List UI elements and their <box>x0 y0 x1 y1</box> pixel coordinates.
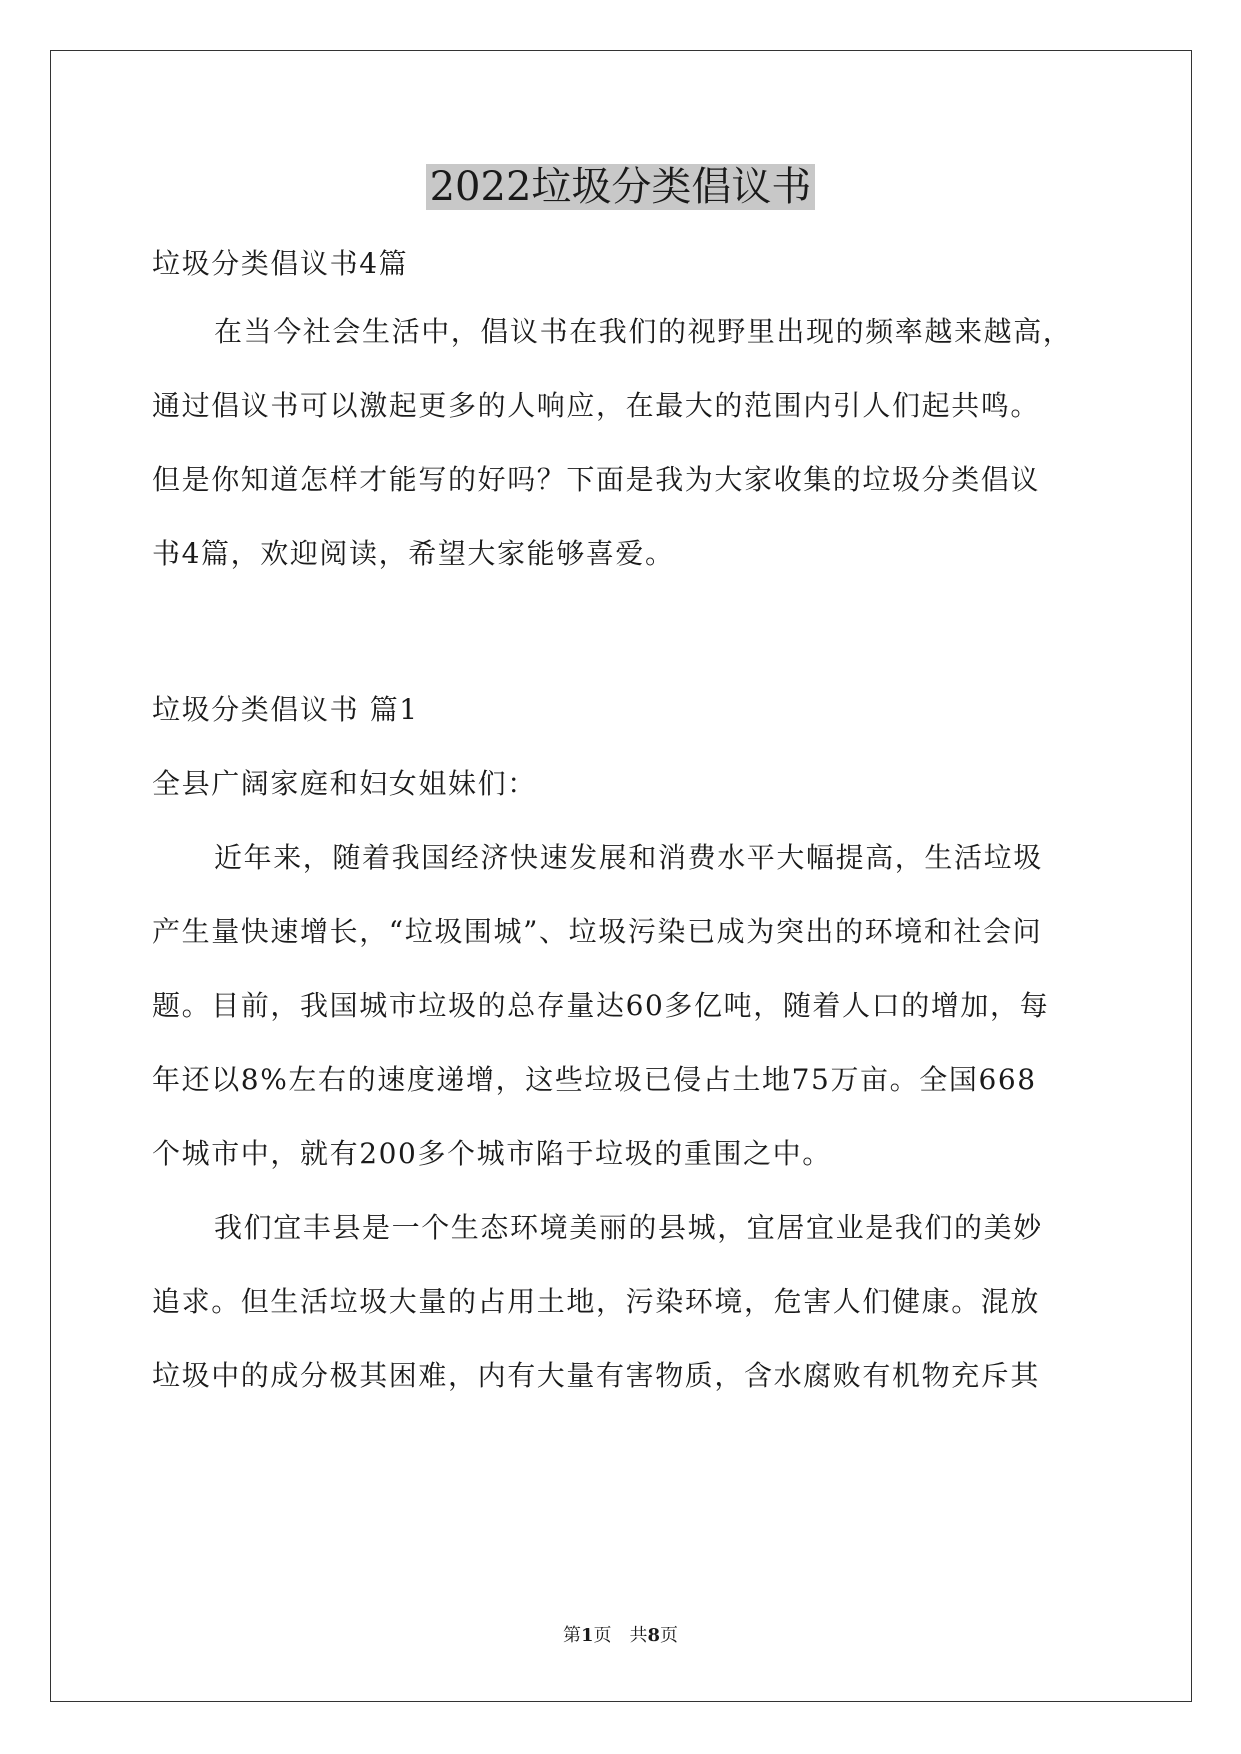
paragraph-line: 产生量快速增长，“垃圾围城”、垃圾污染已成为突出的环境和社会问 <box>152 915 1043 948</box>
intro-line: 通过倡议书可以激起更多的人响应，在最大的范围内引人们起共鸣。 <box>152 389 1041 422</box>
section-heading: 垃圾分类倡议书 篇1 <box>152 693 419 726</box>
footer-suffix: 页 <box>660 1625 679 1646</box>
paragraph-line: 题。目前，我国城市垃圾的总存量达60多亿吨，随着人口的增加，每 <box>152 989 1050 1022</box>
paragraph-line: 年还以8%左右的速度递增，这些垃圾已侵占土地75万亩。全国668 <box>152 1063 1037 1096</box>
intro-line: 在当今社会生活中，倡议书在我们的视野里出现的频率越来越高， <box>214 315 1073 348</box>
document-title-text: 2022垃圾分类倡议书 <box>426 164 816 210</box>
paragraph-line: 追求。但生活垃圾大量的占用土地，污染环境，危害人们健康。混放 <box>152 1285 1041 1318</box>
subtitle: 垃圾分类倡议书4篇 <box>152 247 409 280</box>
salutation: 全县广阔家庭和妇女姐妹们： <box>152 767 537 800</box>
intro-line: 但是你知道怎样才能写的好吗？下面是我为大家收集的垃圾分类倡议 <box>152 463 1041 496</box>
paragraph-line: 个城市中，就有200多个城市陷于垃圾的重围之中。 <box>152 1137 832 1170</box>
footer-total-pages: 8 <box>647 1625 661 1646</box>
footer-prefix: 第 <box>562 1625 581 1646</box>
page-footer <box>0 1624 1241 1648</box>
paragraph-line: 近年来，随着我国经济快速发展和消费水平大幅提高，生活垃圾 <box>214 841 1043 874</box>
footer-page-number: 1 <box>580 1625 594 1646</box>
document-title <box>0 158 1241 216</box>
paragraph-line: 我们宜丰县是一个生态环境美丽的县城，宜居宜业是我们的美妙 <box>214 1211 1043 1244</box>
footer-middle: 页 共 <box>593 1625 648 1646</box>
intro-line: 书4篇，欢迎阅读，希望大家能够喜爱。 <box>152 537 675 570</box>
paragraph-line: 垃圾中的成分极其困难，内有大量有害物质，含水腐败有机物充斥其 <box>152 1359 1041 1392</box>
